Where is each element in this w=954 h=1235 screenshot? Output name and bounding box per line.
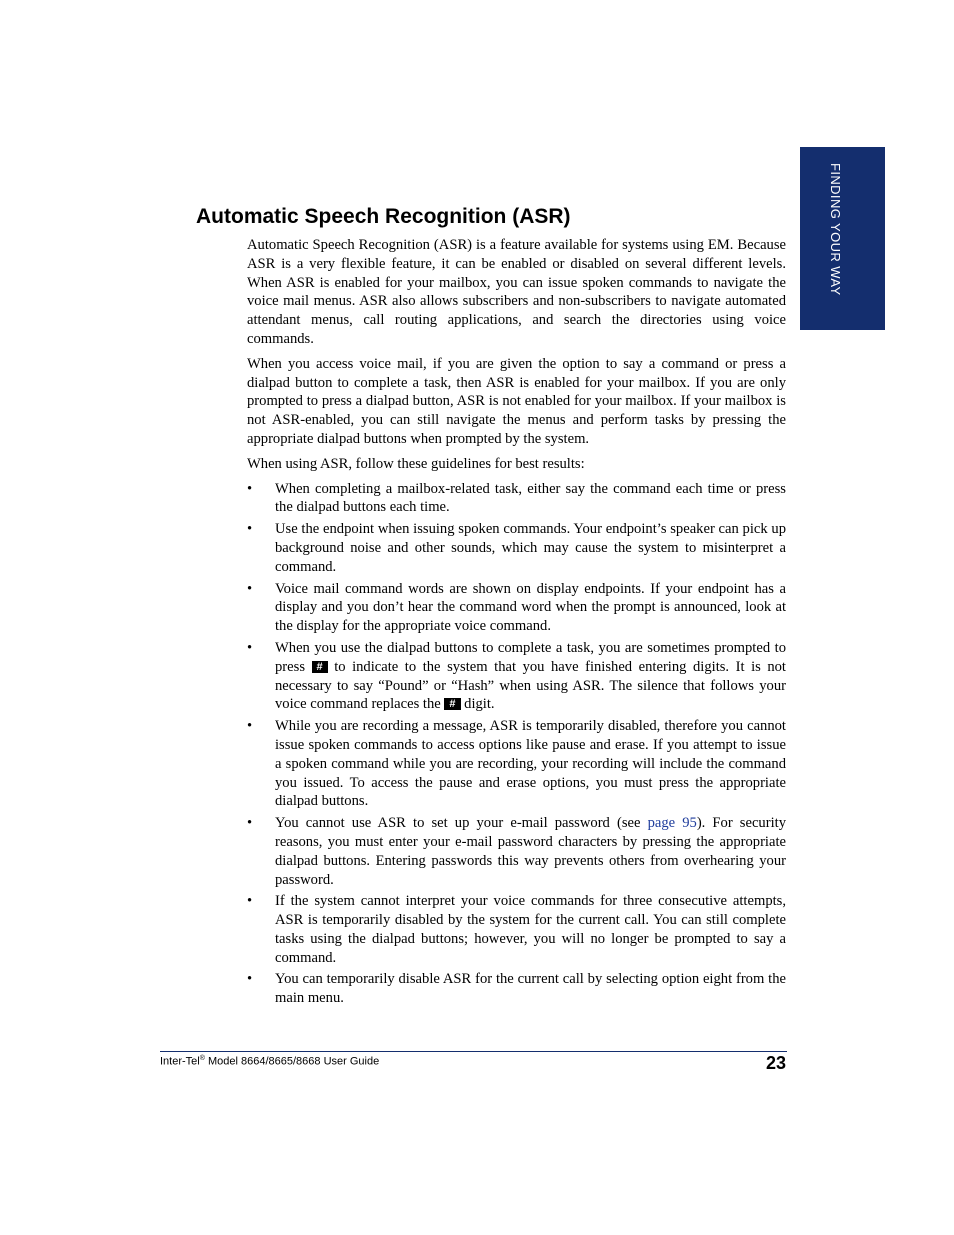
- bullet-marker: •: [247, 521, 253, 538]
- list-item: [247, 639, 786, 714]
- list-item: [247, 892, 786, 967]
- paragraph-intro: Automatic Speech Recognition (ASR) is a feature available for systems using EM. Because ASR is a very flexible feature, it can be enabled or disabled on several different levels. When ASR is enabled for your mailbox, you can issue spoken commands to navigate the voice mail menus. ASR also allows subscribers and non-subscribers to navigate automated attendant menus, call routing applications, and search the directories using voice commands.: [247, 237, 786, 347]
- list-item-text: When you use the dialpad buttons to complete a task, you are sometimes prompted to press: [275, 639, 786, 675]
- list-item-text: If the system cannot interpret your voice commands for three consecutive attempts, ASR is temporarily disabled by the system for the current call. You can still complete tasks using the dialpad buttons; however, you will no longer be prompted to say a command.: [275, 893, 786, 966]
- list-item: [247, 580, 786, 636]
- list-item-text: You can temporarily disable ASR for the current call by selecting option eight from the main menu.: [275, 971, 786, 1007]
- section-body: [247, 236, 786, 1011]
- bullet-marker: •: [247, 893, 253, 910]
- list-item-text: Use the endpoint when issuing spoken commands. Your endpoint’s speaker can pick up background noise and other sounds, which may cause the system to misinterpret a command.: [275, 521, 786, 575]
- bullet-marker: •: [247, 718, 253, 735]
- bullet-marker: •: [247, 639, 253, 656]
- footer-guide-title: [160, 1055, 379, 1068]
- list-item-text: While you are recording a message, ASR is temporarily disabled, therefore you cannot issue spoken commands to access options like pause and erase. If you attempt to issue a spoken command while you are recording, your recording will include the command you issued. To access the pause and erase options, you must press the appropriate dialpad buttons.: [275, 718, 786, 810]
- list-item: [247, 480, 786, 518]
- list-item: [247, 970, 786, 1008]
- pound-key-badge: #: [444, 698, 460, 710]
- list-item: [247, 814, 786, 889]
- bullet-marker: •: [247, 580, 253, 597]
- footer-brand: Inter-Tel: [160, 1055, 200, 1068]
- registered-mark: ®: [199, 1055, 205, 1062]
- list-item: [247, 717, 786, 811]
- section-heading: Automatic Speech Recognition (ASR): [196, 205, 571, 228]
- list-item-text: When completing a mailbox-related task, either say the command each time or press the dialpad buttons each time.: [275, 480, 786, 516]
- list-item-text: Voice mail command words are shown on display endpoints. If your endpoint has a display and you don’t hear the command word when the prompt is announced, look at the display for the appropriate voice command.: [275, 580, 786, 635]
- bullet-marker: •: [247, 971, 253, 988]
- footer-divider: [160, 1051, 787, 1052]
- paragraph-guidelines-lead: When using ASR, follow these guidelines for best results:: [247, 455, 585, 472]
- page-number: 23: [765, 1053, 786, 1073]
- bullet-marker: •: [247, 480, 253, 497]
- list-item-text: digit.: [460, 696, 495, 713]
- side-tab-label: FINDING YOUR WAY: [828, 163, 843, 296]
- section-side-tab: [800, 147, 885, 330]
- pound-key-badge: #: [312, 661, 328, 673]
- paragraph-access: When you access voice mail, if you are given the option to say a command or press a dialpad button to complete a task, then ASR is enabled for your mailbox. If you are only prompted to press a dialpad button, ASR is not enabled for your mailbox. If your mailbox is not ASR-enabled, you can still navigate the menus and perform tasks by pressing the appropriate dialpad buttons when prompted by the system.: [247, 355, 786, 447]
- list-item-text: to indicate to the system that you have finished entering digits. It is not necessary to say “Pound” or “Hash” when using ASR. The silence that follows your voice command replaces the: [275, 658, 786, 713]
- guidelines-list: [247, 480, 786, 1009]
- list-item: [247, 520, 786, 576]
- footer-guide-name: Model 8664/8665/8668 User Guide: [204, 1055, 380, 1068]
- list-item-text: You cannot use ASR to set up your e-mail password (see: [275, 815, 648, 832]
- list-item-text: ). For security reasons, you must enter your e-mail password characters by pressing the appropriate dialpad buttons. Entering passwords this way prevents others from overhearing your password.: [275, 815, 786, 888]
- page-95-link[interactable]: page 95: [647, 815, 697, 832]
- bullet-marker: •: [247, 815, 253, 832]
